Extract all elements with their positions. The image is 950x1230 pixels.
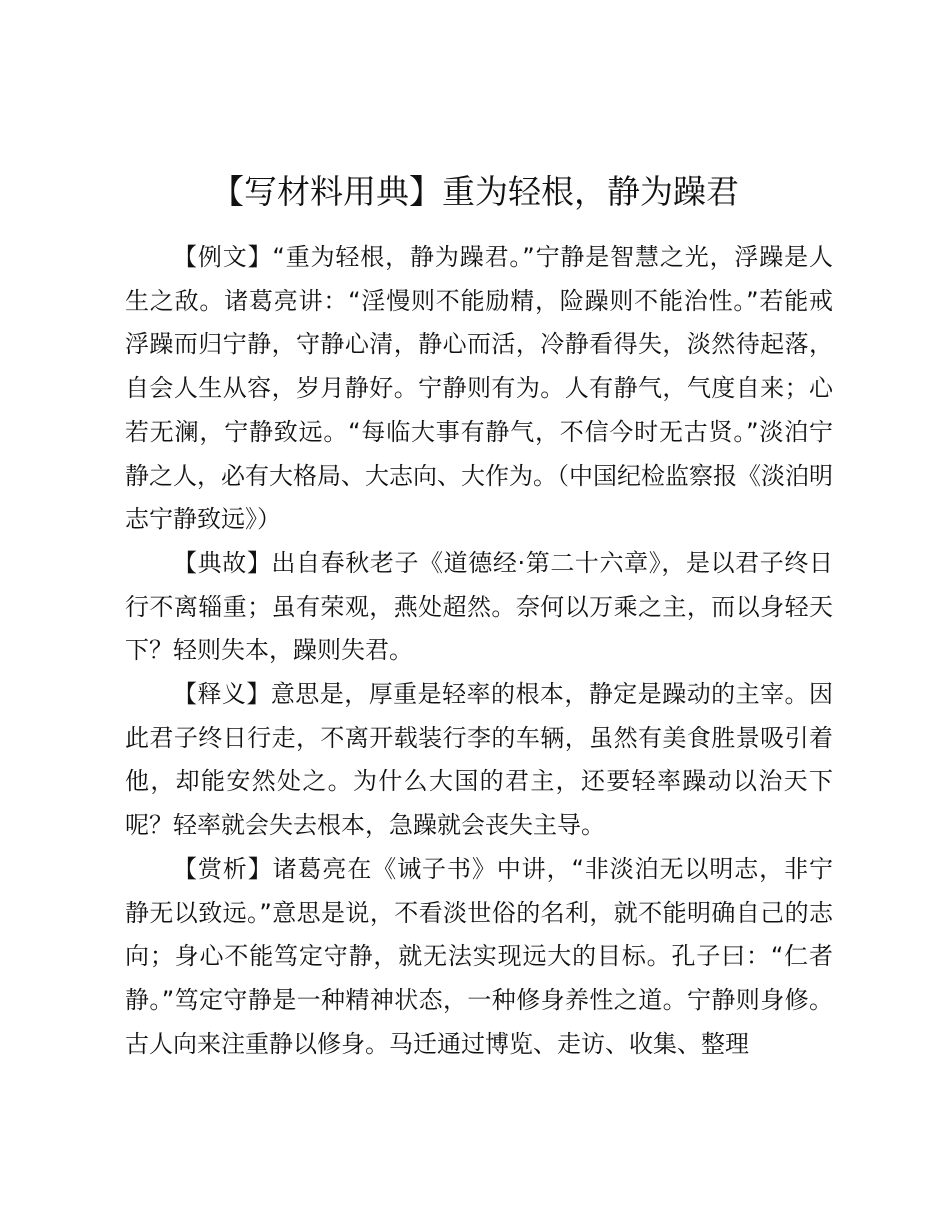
paragraph-allusion: 【典故】出自春秋老子《道德经·第二十六章》，是以君子终日行不离辎重；虽有荣观，燕处超然。奈何以万乘之主，而以身轻天下？轻则失本，躁则失君。 [125, 548, 833, 665]
paragraph-example: 【例文】“重为轻根，静为躁君。”宁静是智慧之光，浮躁是人生之敌。诸葛亮讲：“淫慢则不能励精，险躁则不能治性。”若能戒浮躁而归宁静，守静心清，静心而活，冷静看得失，淡然待起落，自会人生从容，岁月静好。宁静则有为。人有静气，气度自来；心若无澜，宁静致远。“每临大事有静气，不信今时无古贤。”淡泊宁静之人，必有大格局、大志向、大作为。（中国纪检监察报《淡泊明志宁静致远》） [125, 243, 833, 534]
paragraph-appreciation: 【赏析】诸葛亮在《诫子书》中讲，“非淡泊无以明志，非宁静无以致远。”意思是说，不看淡世俗的名利，就不能明确自己的志向；身心不能笃定守静，就无法实现远大的目标。孔子曰：“仁者静。”笃定守静是一种精神状态，一种修身养性之道。宁静则身修。古人向来注重静以修身。马迁通过博览、走访、收集、整理 [125, 854, 833, 1058]
document-title: 【写材料用典】重为轻根，静为躁君 [211, 172, 739, 211]
document-body [125, 236, 833, 1066]
paragraph-meaning: 【释义】意思是，厚重是轻率的根本，静定是躁动的主宰。因此君子终日行走，不离开载装行李的车辆，虽然有美食胜景吸引着他，却能安然处之。为什么大国的君主，还要轻率躁动以治天下呢？轻率就会失去根本，急躁就会丧失主导。 [125, 680, 833, 840]
